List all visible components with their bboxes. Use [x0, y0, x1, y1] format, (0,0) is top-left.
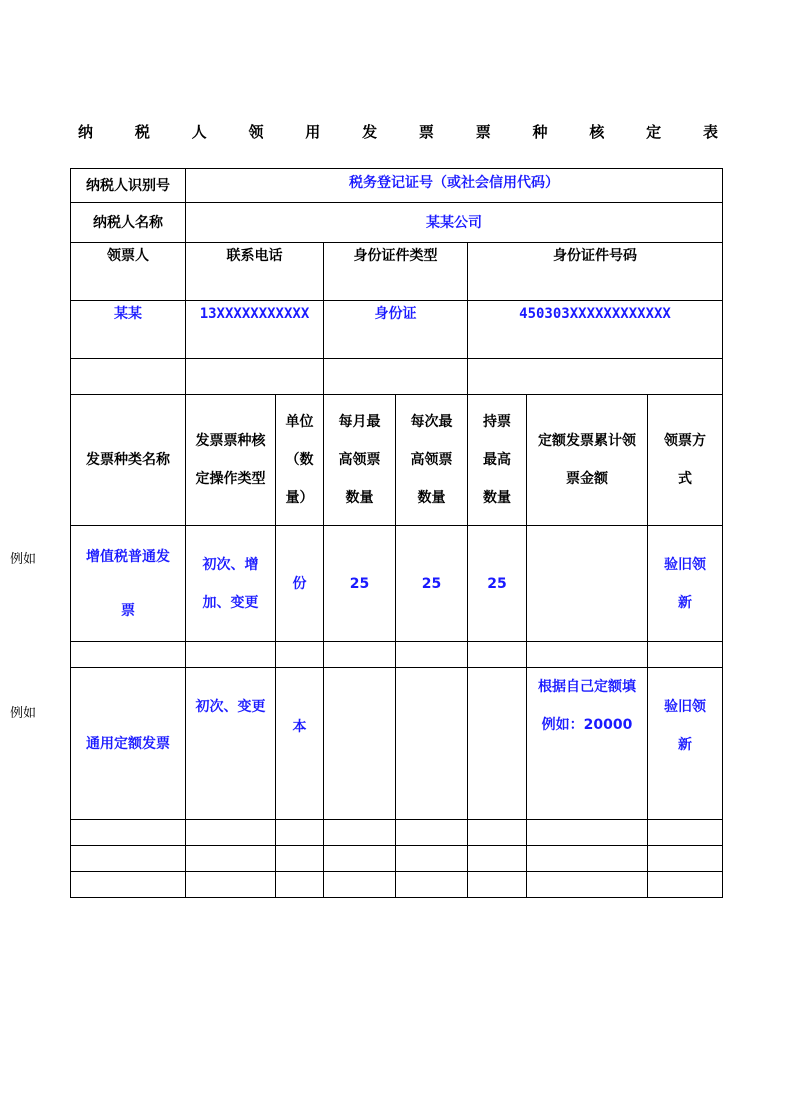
- empty-cell: [648, 872, 723, 898]
- holder-value: 某某: [71, 301, 186, 359]
- method-header: 领票方式: [648, 395, 723, 526]
- empty-cell: [527, 872, 648, 898]
- empty-cell: [468, 359, 723, 395]
- empty-cell: [648, 846, 723, 872]
- title-char: 表: [702, 123, 718, 141]
- monthly-max: [324, 668, 396, 820]
- holding-max-header: 持票最高数量: [468, 395, 527, 526]
- empty-cell: [468, 642, 527, 668]
- taxpayer-name-label: 纳税人名称: [71, 203, 186, 243]
- id-number-header: 身份证件号码: [468, 243, 723, 301]
- title-char: 发: [362, 123, 378, 141]
- holder-header: 领票人: [71, 243, 186, 301]
- unit-header: 单位（数量）: [276, 395, 324, 526]
- taxpayer-id-value: 税务登记证号（或社会信用代码）: [186, 169, 723, 203]
- title-char: 人: [191, 123, 207, 141]
- empty-cell: [396, 846, 468, 872]
- empty-cell: [527, 846, 648, 872]
- quota-amount: [527, 668, 648, 820]
- empty-cell: [71, 820, 186, 846]
- per-time-max: 25: [396, 526, 468, 642]
- op-type: 初次、增加、变更: [186, 526, 276, 642]
- taxpayer-id-label: 纳税人识别号: [71, 169, 186, 203]
- method: 验旧领新: [648, 526, 723, 642]
- empty-cell: [186, 642, 276, 668]
- example-label: 例如: [10, 552, 37, 567]
- op-type: 初次、变更: [186, 668, 276, 820]
- per-time-max: [396, 668, 468, 820]
- empty-cell: [324, 359, 468, 395]
- empty-cell: [71, 359, 186, 395]
- page-title: [78, 121, 718, 142]
- empty-cell: [648, 642, 723, 668]
- unit: 本: [276, 668, 324, 820]
- id-type-header: 身份证件类型: [324, 243, 468, 301]
- title-char: 纳: [78, 123, 94, 141]
- method: 验旧领新: [648, 668, 723, 820]
- title-char: 领: [248, 123, 264, 141]
- title-char: 税: [134, 123, 150, 141]
- per-time-max-header: 每次最高领票数量: [396, 395, 468, 526]
- empty-cell: [276, 642, 324, 668]
- holding-max: 25: [468, 526, 527, 642]
- empty-cell: [186, 846, 276, 872]
- holding-max: [468, 668, 527, 820]
- empty-cell: [396, 872, 468, 898]
- taxpayer-name-value: 某某公司: [186, 203, 723, 243]
- title-char: 用: [305, 123, 321, 141]
- phone-header: 联系电话: [186, 243, 324, 301]
- empty-cell: [186, 359, 324, 395]
- empty-cell: [324, 872, 396, 898]
- title-char: 票: [475, 123, 491, 141]
- empty-cell: [324, 642, 396, 668]
- phone-value: 13XXXXXXXXXXX: [186, 301, 324, 359]
- monthly-max: 25: [324, 526, 396, 642]
- empty-cell: [396, 642, 468, 668]
- title-char: 票: [418, 123, 434, 141]
- empty-cell: [186, 872, 276, 898]
- id-type-value: 身份证: [324, 301, 468, 359]
- op-type-header: 发票票种核定操作类型: [186, 395, 276, 526]
- empty-cell: [324, 846, 396, 872]
- empty-cell: [324, 820, 396, 846]
- quota-amount-example: 例如：20000: [541, 717, 633, 733]
- example-label: 例如: [10, 706, 37, 721]
- invoice-approval-form: [70, 168, 723, 898]
- invoice-name: 增值税普通发票: [71, 526, 186, 642]
- title-char: 定: [646, 123, 662, 141]
- id-number-value: 450303XXXXXXXXXXXX: [468, 301, 723, 359]
- empty-cell: [527, 820, 648, 846]
- empty-cell: [186, 820, 276, 846]
- monthly-max-header: 每月最高领票数量: [324, 395, 396, 526]
- quota-amount: [527, 526, 648, 642]
- empty-cell: [71, 846, 186, 872]
- empty-cell: [71, 872, 186, 898]
- invoice-name: 通用定额发票: [71, 668, 186, 820]
- empty-cell: [527, 642, 648, 668]
- empty-cell: [468, 846, 527, 872]
- empty-cell: [276, 872, 324, 898]
- invoice-name-header: 发票种类名称: [71, 395, 186, 526]
- empty-cell: [276, 846, 324, 872]
- quota-amount-note: 根据自己定额填: [538, 679, 636, 695]
- empty-cell: [276, 820, 324, 846]
- title-char: 种: [532, 123, 548, 141]
- empty-cell: [468, 872, 527, 898]
- empty-cell: [468, 820, 527, 846]
- empty-cell: [648, 820, 723, 846]
- empty-cell: [71, 642, 186, 668]
- title-char: 核: [589, 123, 605, 141]
- empty-cell: [396, 820, 468, 846]
- quota-amount-header: 定额发票累计领票金额: [527, 395, 648, 526]
- unit: 份: [276, 526, 324, 642]
